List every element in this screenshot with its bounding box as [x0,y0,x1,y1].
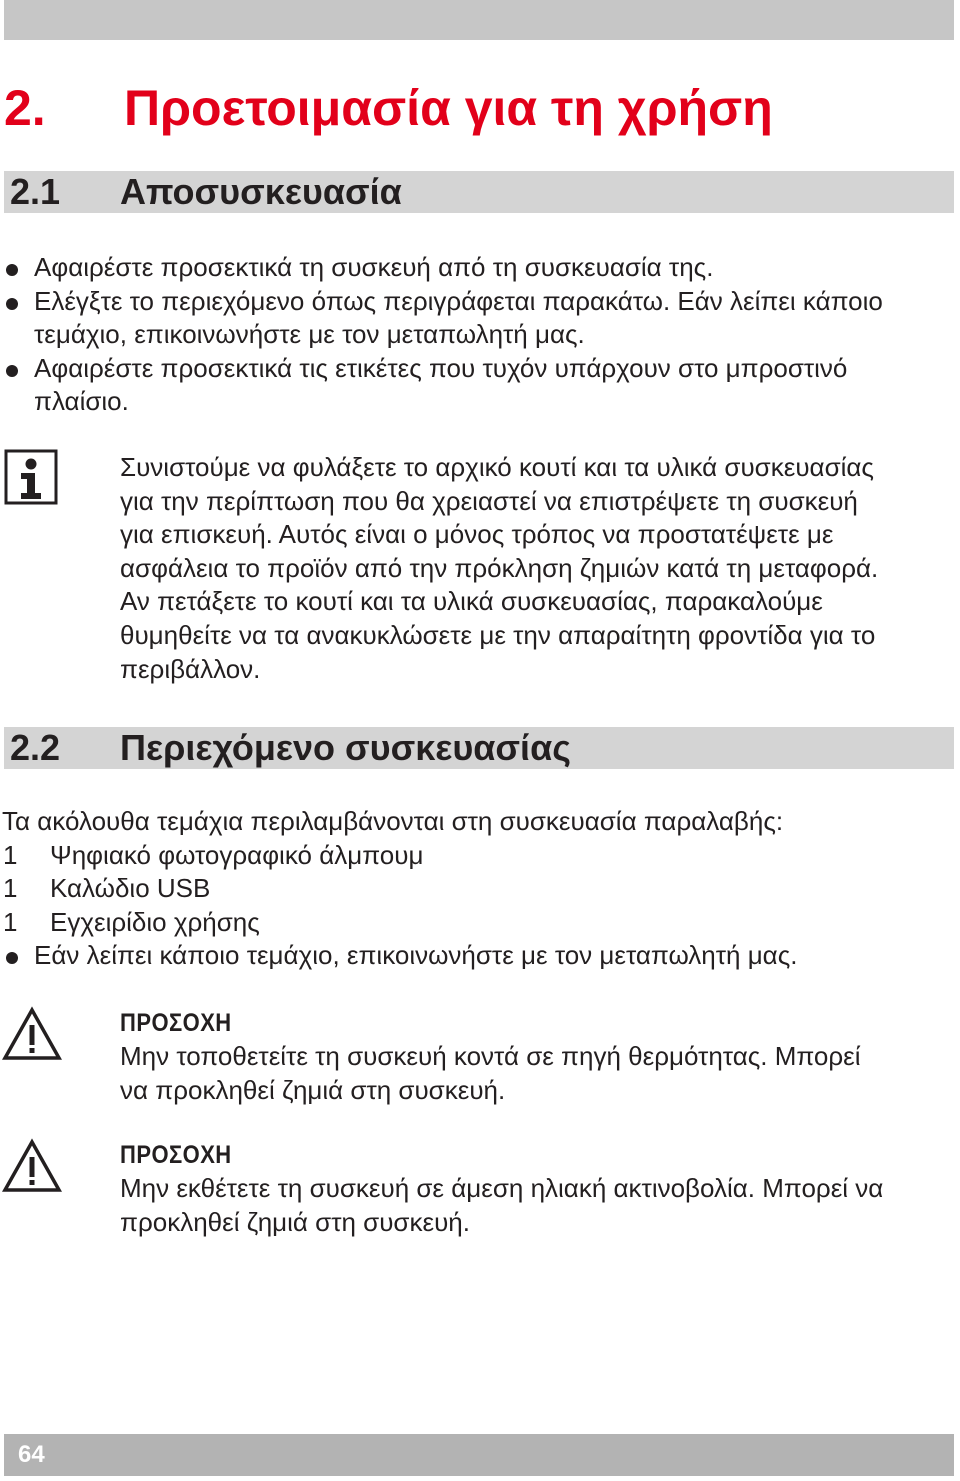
warning-icon [2,1138,62,1194]
header-bar [4,0,954,40]
section-title: Αποσυσκευασία [120,171,402,212]
note-line: Συνιστούμε να φυλάξετε το αρχικό κουτί και τα υλικά συσκευασίας [120,452,874,482]
bullet-icon [6,365,18,377]
page-number: 64 [18,1441,45,1468]
list-item-line: τεμάχιο, επικοινωνήστε με τον μεταπωλητή μας. [34,319,585,350]
section-number: 2.1 [10,171,61,212]
unpacking-bullet-list [0,251,956,419]
list-item-line: Ελέγξτε το περιεχόμενο όπως περιγράφεται παρακάτω. Εάν λείπει κάποιο [34,285,883,316]
caution-line: να προκληθεί ζημιά στη συσκευή. [120,1074,506,1105]
list-item [0,251,956,285]
note-line: για την περίπτωση που θα χρειαστεί να επιστρέψετε τη συσκευή [120,485,858,516]
list-item-line: Αφαιρέστε προσεκτικά τις ετικέτες που τυχόν υπάρχουν στο μπροστινό [34,352,848,383]
caution-text [120,1138,950,1239]
note-line: Αν πετάξετε το κουτί και τα υλικά συσκευασίας, παρακαλούμε [120,586,823,617]
footer-bar [4,1434,954,1476]
bullet-icon [6,264,18,276]
caution-text [120,1006,950,1107]
contents-intro: Τα ακόλουθα τεμάχια περιλαμβάνονται στη συσκευασία παραλαβής: [2,806,784,836]
item-name: Εγχειρίδιο χρήσης [50,906,260,937]
caution-heading: ΠΡΟΣΟΧΗ [120,1009,232,1037]
list-item [0,939,956,973]
item-quantity: 1 [3,839,18,870]
missing-item-note: Εάν λείπει κάποιο τεμάχιο, επικοινωνήστε με τον μεταπωλητή μας. [34,940,798,971]
item-name: Ψηφιακό φωτογραφικό άλμπουμ [50,839,424,870]
note-line: για επισκευή. Αυτός είναι ο μόνος τρόπος να προστατέψετε με [120,519,834,550]
item-quantity: 1 [3,906,18,937]
content-item [0,839,956,873]
item-name: Καλώδιο USB [50,873,211,904]
info-note-text [120,451,950,686]
note-line: θυμηθείτε να τα ανακυκλώσετε με την απαραίτητη φροντίδα για το [120,619,876,650]
bullet-icon [6,952,18,964]
list-item [0,285,956,352]
section-number: 2.2 [10,727,61,768]
list-item-line: Αφαιρέστε προσεκτικά τη συσκευή από τη συσκευασία της. [34,252,714,282]
content-item [0,872,956,906]
item-quantity: 1 [3,873,18,904]
bullet-icon [6,298,18,310]
section-heading-unpacking [4,171,954,213]
warning-icon [2,1006,62,1062]
caution-heading: ΠΡΟΣΟΧΗ [120,1141,232,1169]
note-line: περιβάλλον. [120,653,261,684]
chapter-title-text: Προετοιμασία για τη χρήση [124,80,773,136]
package-contents [0,805,956,973]
caution-line: Μην εκθέτετε τη συσκευή σε άμεση ηλιακή ακτινοβολία. Μπορεί να [120,1173,884,1203]
list-item [0,352,956,419]
chapter-number: 2. [4,80,46,136]
content-item [0,906,956,940]
section-title: Περιεχόμενο συσκευασίας [120,727,571,768]
chapter-title [4,78,954,138]
caution-line: προκληθεί ζημιά στη συσκευή. [120,1206,470,1237]
info-icon [4,449,58,505]
caution-line: Μην τοποθετείτε τη συσκευή κοντά σε πηγή θερμότητας. Μπορεί [120,1041,861,1071]
list-item-line: πλαίσιο. [34,386,129,417]
section-heading-contents [4,727,954,769]
note-line: ασφάλεια το προϊόν από την πρόκληση ζημιών κατά τη μεταφορά. [120,552,879,583]
